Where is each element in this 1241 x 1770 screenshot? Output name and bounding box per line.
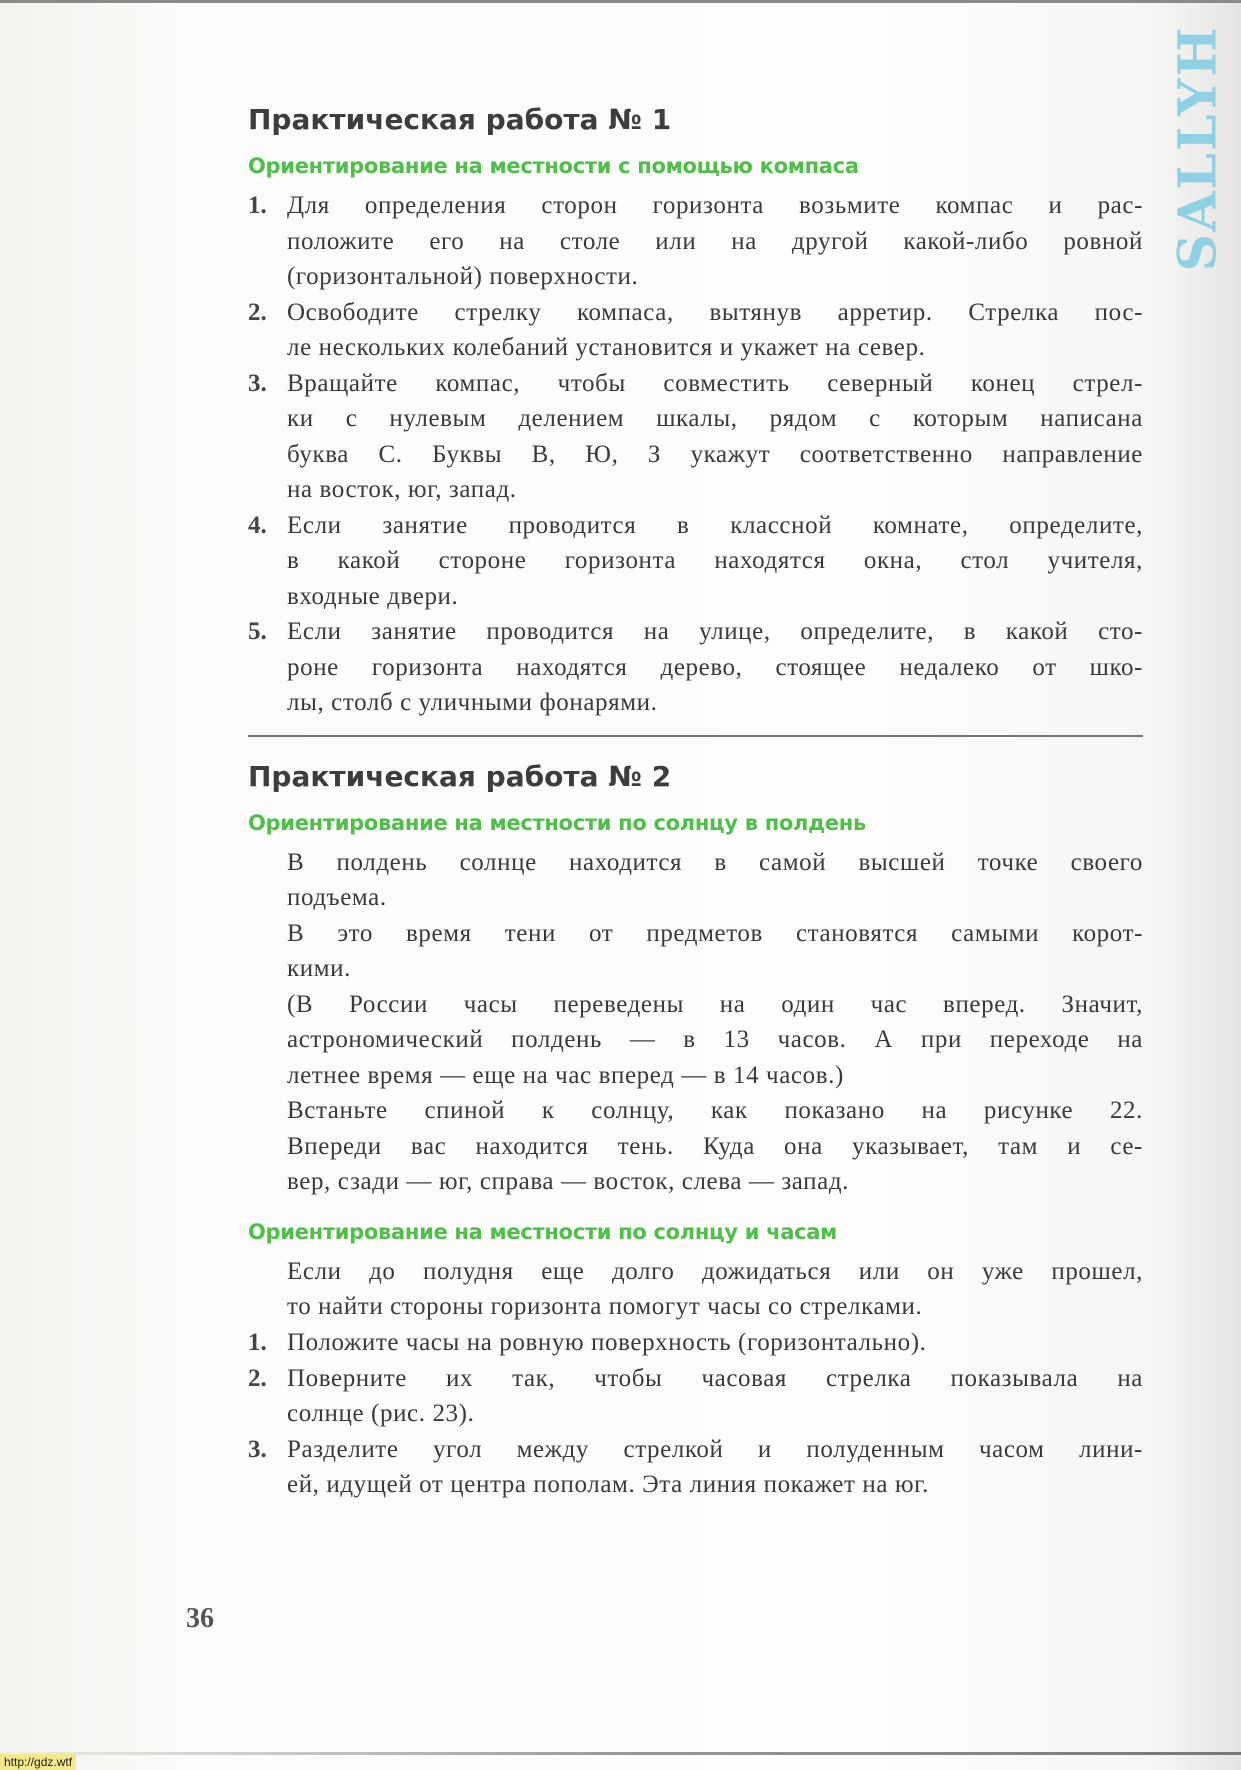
numbered-item: [248, 1361, 1143, 1432]
paragraph-lines: [287, 295, 1143, 366]
text-line: лы, столб с уличными фонарями.: [287, 689, 658, 716]
text-line: Для определения сторон горизонта возьмите компас и рас-: [287, 192, 1143, 219]
item-number: [248, 916, 287, 987]
item-number: [248, 1093, 287, 1200]
numbered-item: [248, 188, 1143, 295]
paragraph-lines: [287, 366, 1143, 508]
paragraph: [248, 987, 1143, 1094]
text-line: летнее время — еще на час вперед — в 14 часов.): [287, 1061, 844, 1089]
paragraph: [248, 916, 1143, 987]
section-divider: [248, 735, 1143, 737]
paragraph-lines: [287, 1361, 1143, 1432]
page-content: [248, 96, 1143, 1503]
page-number: 36: [186, 1603, 214, 1634]
numbered-item: [248, 1325, 1143, 1361]
paragraph-lines: [287, 1432, 1143, 1503]
paragraph-lines: [287, 987, 1143, 1094]
numbered-item: [248, 366, 1143, 508]
text-line: ей, идущей от центра пополам. Эта линия покажет на юг.: [287, 1471, 930, 1498]
source-link[interactable]: http://gdz.wtf: [0, 1754, 76, 1770]
section-subtitle: Ориентирование на местности по солнцу и часам: [248, 1219, 838, 1244]
text-line: Положите часы на ровную поверхность (горизонтально).: [287, 1328, 927, 1356]
text-line: кими.: [287, 955, 351, 982]
item-number: 4.: [248, 511, 267, 539]
text-line: астрономический полдень — в 13 часов. А при переходе на: [287, 1026, 1143, 1053]
text-line: В полдень солнце находится в самой высшей точке своего: [287, 848, 1143, 876]
section-title: Практическая работа № 1: [248, 103, 672, 136]
text-line: подъема.: [287, 884, 387, 911]
section-subtitle: Ориентирование на местности с помощью компаса: [248, 154, 859, 178]
page-top-edge: [0, 0, 1241, 3]
text-line: роне горизонта находятся дерево, стоящее недалеко от шко-: [287, 653, 1143, 681]
text-line: Вращайте компас, чтобы совместить северный конец стрел-: [287, 369, 1143, 397]
section-title: Практическая работа № 2: [248, 759, 672, 793]
item-number: [248, 845, 287, 916]
paragraph-lines: [287, 916, 1143, 987]
text-line: В это время тени от предметов становятся самыми корот-: [287, 919, 1143, 947]
numbered-item: [248, 614, 1143, 721]
item-number: 2.: [248, 1364, 267, 1392]
text-line: ки с нулевым делением шкалы, рядом с которым написана: [287, 405, 1143, 432]
watermark-logo: [1168, 18, 1228, 278]
text-line: ле нескольких колебаний установится и укажет на север.: [287, 334, 926, 361]
text-line: Поверните их так, чтобы часовая стрелка показывала на: [287, 1364, 1143, 1392]
text-line: вер, сзади — юг, справа — восток, слева — запад.: [287, 1168, 850, 1195]
text-line: Если занятие проводится на улице, определите, в какой сто-: [287, 618, 1143, 645]
text-line: Освободите стрелку компаса, вытянув арретир. Стрелка пос-: [287, 298, 1143, 326]
text-line: Разделите угол между стрелкой и полуденным часом лини-: [287, 1435, 1143, 1463]
paragraph-lines: [287, 188, 1143, 295]
text-line: буква С. Буквы В, Ю, З укажут соответственно направление: [287, 440, 1143, 468]
paragraph: [248, 1093, 1143, 1200]
item-number: 3.: [248, 1435, 267, 1463]
text-line: Если занятие проводится в классной комнате, определите,: [287, 511, 1143, 539]
paragraph-lines: [287, 508, 1143, 615]
text-line: Встаньте спиной к солнцу, как показано на рисунке 22.: [287, 1097, 1143, 1124]
page-bottom-edge: [0, 1752, 1241, 1755]
text-line: на восток, юг, запад.: [287, 476, 517, 503]
text-line: (В России часы переведены на один час вперед. Значит,: [287, 990, 1143, 1018]
text-line: Если до полудня еще долго дожидаться или он уже прошел,: [287, 1257, 1143, 1285]
text-line: Впереди вас находится тень. Куда она указывает, там и се-: [287, 1132, 1143, 1160]
text-line: (горизонтальной) поверхности.: [287, 263, 639, 290]
numbered-item: [248, 508, 1143, 615]
watermark-text: SALLYH: [1167, 25, 1229, 271]
paragraph: [248, 845, 1143, 916]
item-number: 3.: [248, 369, 267, 397]
item-number: 1.: [248, 1328, 267, 1356]
section-subtitle: Ориентирование на местности по солнцу в полдень: [248, 810, 866, 835]
text-line: то найти стороны горизонта помогут часы со стрелками.: [287, 1293, 923, 1320]
text-line: входные двери.: [287, 582, 459, 610]
paragraph-lines: [287, 1254, 1143, 1325]
item-number: [248, 1254, 287, 1325]
paragraph-lines: [287, 1093, 1143, 1200]
paragraph-lines: [287, 1325, 1143, 1361]
section-gap: [248, 1200, 1143, 1210]
paragraph: [248, 1254, 1143, 1325]
text-line: солнце (рис. 23).: [287, 1400, 475, 1427]
paragraph-lines: [287, 845, 1143, 916]
item-number: 2.: [248, 298, 267, 326]
numbered-item: [248, 1432, 1143, 1503]
paragraph-lines: [287, 614, 1143, 721]
item-number: [248, 987, 287, 1094]
item-number: 1.: [248, 192, 267, 219]
text-line: в какой стороне горизонта находятся окна, стол учителя,: [287, 547, 1143, 574]
numbered-item: [248, 295, 1143, 366]
text-line: положите его на столе или на другой какой-либо ровной: [287, 227, 1143, 255]
item-number: 5.: [248, 618, 267, 645]
